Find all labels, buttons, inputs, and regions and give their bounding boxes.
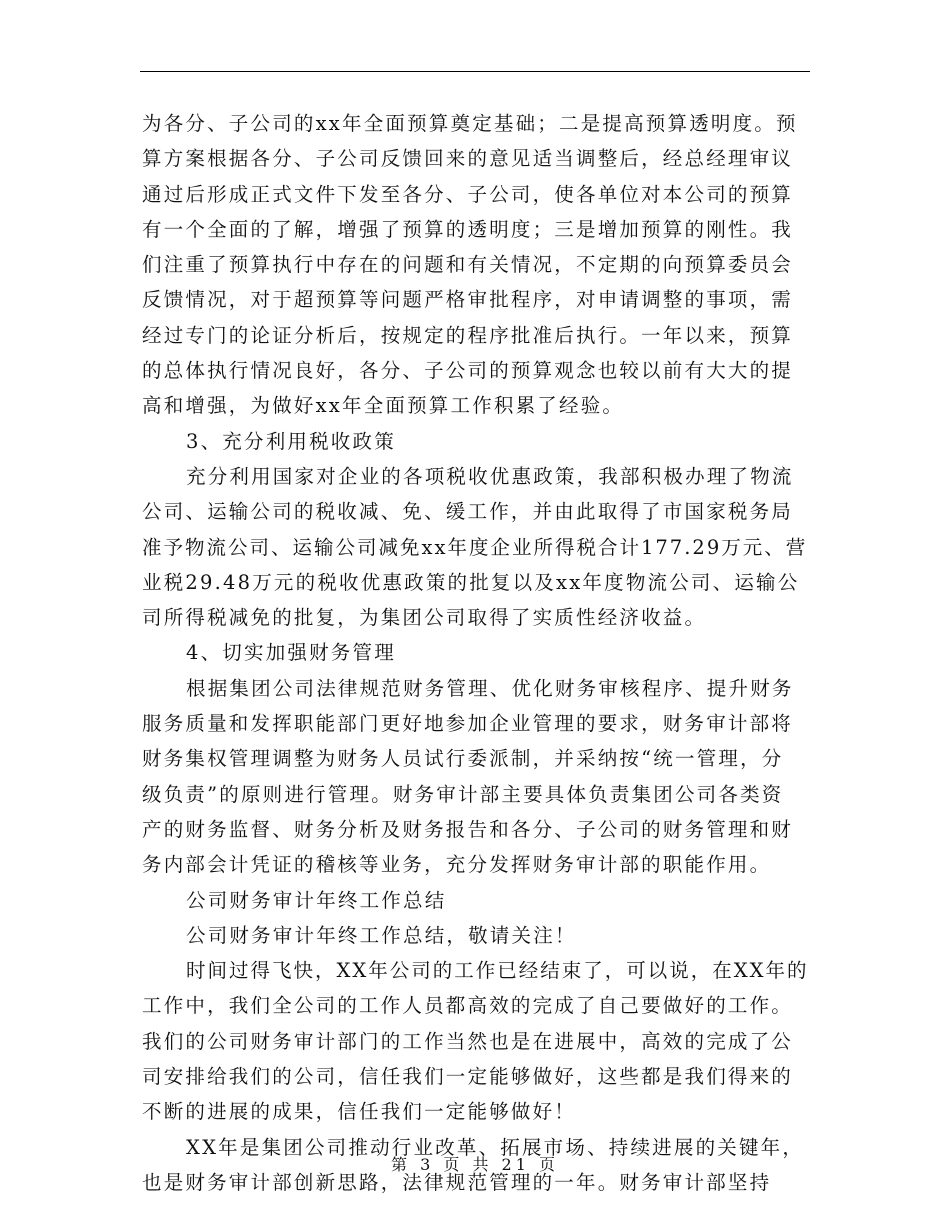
text-line: 反馈情况，对于超预算等问题严格审批程序，对申请调整的事项，需 bbox=[142, 288, 794, 312]
text-line: 准予物流公司、运输公司减免xx年度企业所得税合计177.29万元、营 bbox=[142, 535, 808, 559]
text-line: 4、切实加强财务管理 bbox=[186, 641, 396, 665]
text-line: 司安排给我们的公司，信任我们一定能够做好，这些都是我们得来的 bbox=[142, 1065, 794, 1089]
header-rule bbox=[140, 71, 810, 72]
text-line: 时间过得飞快，XX年公司的工作已经结束了，可以说，在XX年的 bbox=[186, 959, 809, 983]
text-line: 公司财务审计年终工作总结 bbox=[186, 888, 447, 912]
document-body bbox=[142, 106, 812, 1200]
text-line: 经过专门的论证分析后，按规定的程序批准后执行。一年以来，预算 bbox=[142, 323, 794, 347]
text-line: 高和增强，为做好xx年全面预算工作积累了经验。 bbox=[142, 394, 625, 418]
text-line: 司所得税减免的批复，为集团公司取得了实质性经济收益。 bbox=[142, 606, 707, 630]
text-line: 服务质量和发挥职能部门更好地参加企业管理的要求，财务审计部将 bbox=[142, 712, 794, 736]
text-line: 公司、运输公司的税收减、免、缓工作，并由此取得了市国家税务局 bbox=[142, 500, 794, 524]
text-line: 也是财务审计部创新思路，法律规范管理的一年。财务审计部坚持 bbox=[142, 1170, 772, 1194]
page-footer bbox=[0, 1152, 950, 1175]
text-line: 的总体执行情况良好，各分、子公司的预算观念也较以前有大大的提 bbox=[142, 359, 794, 383]
text-line: 们注重了预算执行中存在的问题和有关情况，不定期的向预算委员会 bbox=[142, 253, 794, 277]
text-line: 财务集权管理调整为财务人员试行委派制，并采纳按“统一管理，分 bbox=[142, 747, 784, 771]
text-line: XX年是集团公司推动行业改革、拓展市场、持续进展的关键年， bbox=[186, 1135, 805, 1159]
text-line: 公司财务审计年终工作总结，敬请关注！ bbox=[186, 923, 577, 947]
text-line: 通过后形成正式文件下发至各分、子公司，使各单位对本公司的预算 bbox=[142, 182, 794, 206]
text-line: 不断的进展的成果，信任我们一定能够做好！ bbox=[142, 1100, 577, 1124]
text-line: 务内部会计凭证的稽核等业务，充分发挥财务审计部的职能作用。 bbox=[142, 853, 772, 877]
text-line: 充分利用国家对企业的各项税收优惠政策，我部积极办理了物流 bbox=[186, 464, 794, 488]
page-number-label: 第 3 页 共 21 页 bbox=[391, 1155, 559, 1174]
text-line: 为各分、子公司的xx年全面预算奠定基础；二是提高预算透明度。预 bbox=[142, 112, 798, 135]
text-line: 算方案根据各分、子公司反馈回来的意见适当调整后，经总经理审议 bbox=[142, 147, 794, 171]
text-line: 业税29.48万元的税收优惠政策的批复以及xx年度物流公司、运输公 bbox=[142, 570, 800, 594]
text-line: 根据集团公司法律规范财务管理、优化财务审核程序、提升财务 bbox=[186, 676, 794, 700]
text-line: 工作中，我们全公司的工作人员都高效的完成了自己要做好的工作。 bbox=[142, 994, 794, 1018]
text-line: 3、充分利用税收政策 bbox=[186, 429, 396, 453]
text-line: 有一个全面的了解，增强了预算的透明度；三是增加预算的刚性。我 bbox=[142, 217, 794, 241]
text-line: 产的财务监督、财务分析及财务报告和各分、子公司的财务管理和财 bbox=[142, 817, 794, 841]
text-line: 级负责”的原则进行管理。财务审计部主要具体负责集团公司各类资 bbox=[142, 782, 784, 806]
text-line: 我们的公司财务审计部门的工作当然也是在进展中，高效的完成了公 bbox=[142, 1029, 794, 1053]
